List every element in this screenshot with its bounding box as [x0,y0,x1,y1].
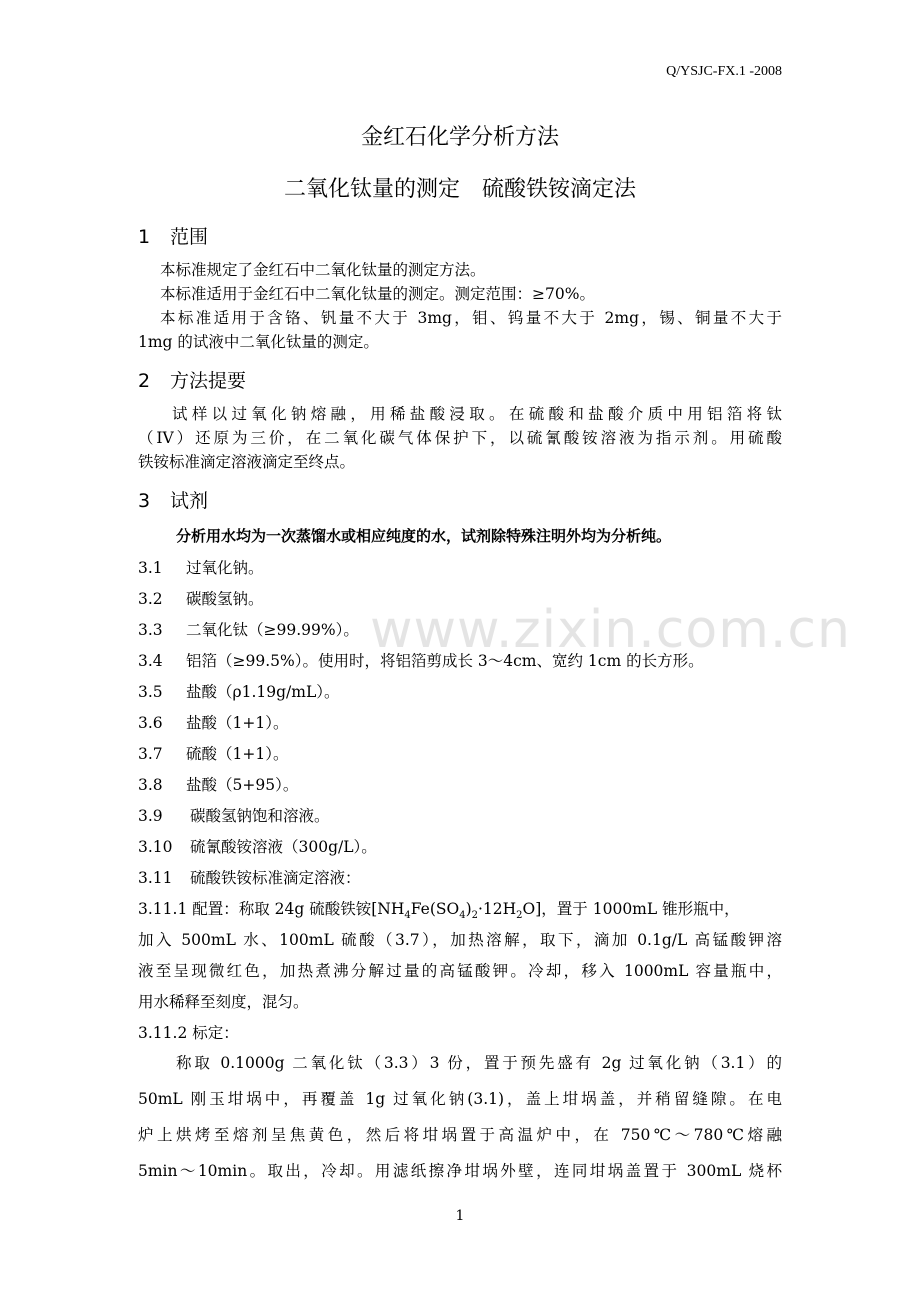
reagent-text: 硫酸（1+1）。 [186,745,289,763]
reagent-text: 硫酸铁铵标准滴定溶液： [190,869,361,887]
reagent-item [138,835,377,857]
scope-paragraph-3-cont: 1mg 的试液中二氧化钛量的测定。 [138,333,379,351]
reagent-text: 盐酸（5+95）。 [186,776,299,794]
reagent-text: 硫氰酸铵溶液（300g/L）。 [190,838,377,856]
reagent-number: 3.5 [138,683,163,701]
reagent-item [138,742,288,764]
scope-paragraph-1: 本标准规定了金红石中二氧化钛量的测定方法。 [160,261,486,279]
scope-paragraph-3: 本标准适用于含铬、钒量不大于 3mg，钼、钨量不大于 2mg，锡、铜量不大于 [160,309,782,327]
reagent-number: 3.9 [138,807,163,825]
prep-text: O]，置于 1000mL 锥形瓶中， [522,900,740,918]
section-number: 3 [138,490,151,512]
reagent-item [138,618,359,640]
prep-text: ) [465,900,472,918]
subscript: 4 [404,910,411,922]
reagent-text: 过氧化钠。 [186,559,264,577]
reagent-text: 盐酸（ρ1.19g/mL）。 [186,683,340,701]
summary-line-1: 试样以过氧化钠熔融，用稀盐酸浸取。在硫酸和盐酸介质中用铝箔将钛 [172,405,782,423]
scope-paragraph-2: 本标准适用于金红石中二氧化钛量的测定。测定范围：≥70%。 [160,285,595,303]
reagent-item [138,556,264,578]
reagents-note: 分析用水均为一次蒸馏水或相应纯度的水，试剂除特殊注明外均为分析纯。 [176,527,672,545]
prep-text: 3.11.1 配置：称取 24g 硫酸铁铵[NH [138,900,405,918]
prep-text: ·12H [478,900,517,918]
reagent-number: 3.2 [138,590,163,608]
reagent-number: 3.6 [138,714,163,732]
reagent-number: 3.8 [138,776,163,794]
preparation-line-2: 加入 500mL 水、100mL 硫酸（3.7），加热溶解，取下，滴加 0.1g/L 高锰酸钾溶 [138,931,782,949]
preparation-line-3: 液至呈现微红色，加热煮沸分解过量的高锰酸钾。冷却，移入 1000mL 容量瓶中， [138,962,782,980]
subscript: 2 [516,910,523,922]
reagent-item [138,587,264,609]
sub-title: 二氧化钛量的测定 硫酸铁铵滴定法 [283,177,636,202]
reagent-number: 3.11 [138,869,173,887]
page-number: 1 [455,1208,465,1224]
document-code: Q/YSJC-FX.1 -2008 [666,64,782,79]
section-heading-scope [138,222,208,249]
reagent-item [138,866,361,888]
reagent-number: 3.10 [138,838,173,856]
reagent-text: 二氧化钛（≥99.99%）。 [186,621,359,639]
reagent-number: 3.7 [138,745,163,763]
reagent-text: 盐酸（1+1）。 [186,714,289,732]
section-number: 1 [138,226,151,248]
summary-line-3: 铁铵标准滴定溶液滴定至终点。 [138,453,356,471]
section-title: 试剂 [170,490,209,512]
calibration-line-1: 称取 0.1000g 二氧化钛（3.3）3 份，置于预先盛有 2g 过氧化钠（3.1）的 [176,1054,782,1072]
calibration-line-3: 炉上烘烤至熔剂呈焦黄色，然后将坩埚置于高温炉中，在 750℃～780℃熔融 [138,1126,782,1144]
section-heading-summary [138,366,246,393]
section-heading-reagents [138,486,208,513]
subscript: 2 [471,910,478,922]
subscript: 4 [459,910,466,922]
reagent-item [138,804,330,826]
reagent-text: 铝箔（≥99.5%）。使用时，将铝箔剪成长 3～4cm、宽约 1cm 的长方形。 [186,652,704,670]
section-title: 方法提要 [170,370,247,392]
reagent-text: 碳酸氢钠饱和溶液。 [190,807,330,825]
calibration-line-4: 5min～10min。取出，冷却。用滤纸擦净坩埚外壁，连同坩埚盖置于 300mL 烧杯 [138,1162,782,1180]
section-number: 2 [138,370,151,392]
reagent-item [138,680,340,702]
calibration-heading: 3.11.2 标定： [138,1024,239,1042]
section-title: 范围 [170,226,209,248]
reagent-number: 3.3 [138,621,163,639]
reagent-item [138,711,288,733]
reagent-number: 3.1 [138,559,163,577]
summary-line-2: （IV）还原为三价，在二氧化碳气体保护下，以硫氰酸铵溶液为指示剂。用硫酸 [138,429,782,447]
calibration-line-2: 50mL 刚玉坩埚中，再覆盖 1g 过氧化钠(3.1)，盖上坩埚盖，并稍留缝隙。在电 [138,1090,782,1108]
reagent-text: 碳酸氢钠。 [186,590,264,608]
watermark: www.zixin.com.cn [370,600,851,660]
preparation-line-4: 用水稀释至刻度，混匀。 [138,993,309,1011]
prep-text: Fe(SO [410,900,460,918]
reagent-item [138,773,298,795]
main-title: 金红石化学分析方法 [360,125,559,150]
reagent-number: 3.4 [138,652,163,670]
